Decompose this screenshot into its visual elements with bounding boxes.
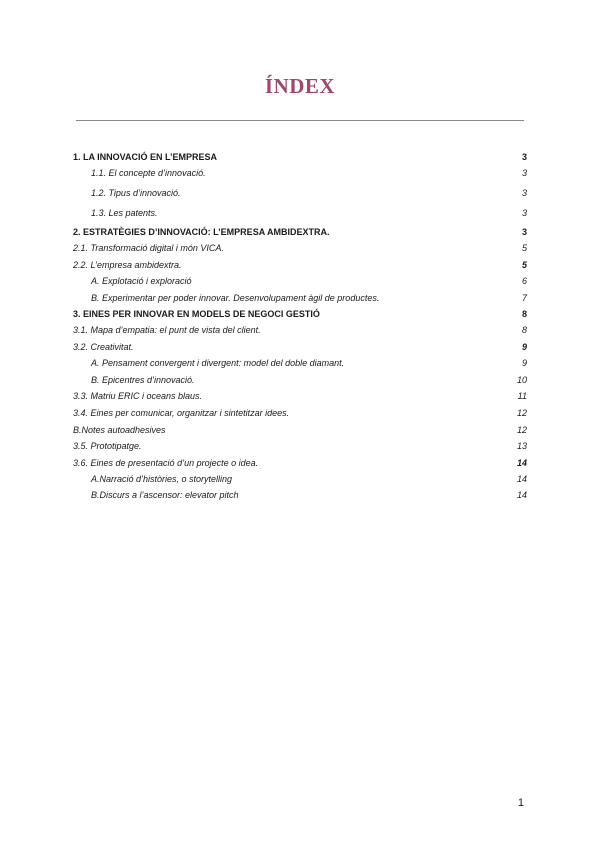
toc-entry-page: 8 [521, 309, 527, 319]
toc-entry-page: 12 [516, 408, 527, 418]
toc-entry-page: 12 [516, 425, 527, 435]
toc-entry[interactable] [0, 356, 600, 370]
toc-entry[interactable] [0, 258, 600, 272]
toc-entry-title: 3.3. Matriu ERIC i oceans blaus. [73, 391, 203, 401]
toc-entry-title: 1.1. El concepte d’innovació. [91, 168, 206, 178]
toc-entry[interactable] [0, 206, 600, 220]
toc-entry[interactable] [0, 166, 600, 180]
toc-entry-title: 3.1. Mapa d’empatia: el punt de vista del client. [73, 325, 261, 335]
toc-entry[interactable] [0, 307, 600, 321]
page-number: 1 [517, 797, 524, 809]
toc-entry-page: 6 [521, 276, 527, 286]
toc-entry-title: 3.2. Creativitat. [73, 342, 134, 352]
title-divider [76, 120, 524, 121]
toc-entry[interactable] [0, 323, 600, 337]
toc-entry-title: 3.6. Eines de presentació d’un projecte o idea. [73, 458, 259, 468]
toc-entry-page: 8 [521, 325, 527, 335]
toc-entry[interactable] [0, 439, 600, 453]
toc-entry-page: 7 [521, 293, 527, 303]
toc-entry-title: B. Experimentar per poder innovar. Desenvolupament àgil de productes. [91, 293, 380, 303]
toc-entry-title: A. Pensament convergent i divergent: model del doble diamant. [91, 358, 345, 368]
toc-entry-title: 2. ESTRATÈGIES D’INNOVACIÓ: L’EMPRESA AMBIDEXTRA. [73, 227, 330, 237]
toc-entry[interactable] [0, 472, 600, 486]
toc-entry-title: 1. LA INNOVACIÓ EN L’EMPRESA [73, 152, 218, 162]
toc-entry-title: 2.1. Transformació digital i món VICA. [73, 243, 224, 253]
toc-entry[interactable] [0, 406, 600, 420]
toc-entry-page: 3 [521, 168, 527, 178]
toc-entry-title: A.Narració d’històries, o storytelling [91, 474, 233, 484]
toc-entry[interactable] [0, 186, 600, 200]
toc-entry-page: 3 [521, 227, 527, 237]
toc-entry-title: 1.3. Les patents. [91, 208, 158, 218]
toc-entry-page: 9 [521, 342, 527, 352]
toc-entry-title: B.Discurs a l’ascensor: elevator pitch [91, 490, 239, 500]
toc-entry-page: 14 [516, 458, 527, 468]
toc-entry-page: 14 [516, 490, 527, 500]
toc-entry-page: 5 [521, 260, 527, 270]
toc-entry-page: 3 [521, 152, 527, 162]
toc-entry[interactable] [0, 389, 600, 403]
toc-entry-title: 1.2. Tipus d’innovació. [91, 188, 181, 198]
toc-entry-page: 11 [517, 391, 527, 401]
toc-entry[interactable] [0, 291, 600, 305]
toc-entry[interactable] [0, 274, 600, 288]
toc-entry-page: 9 [521, 358, 527, 368]
toc-entry[interactable] [0, 488, 600, 502]
toc-entry[interactable] [0, 340, 600, 354]
page-title: ÍNDEX [264, 74, 336, 98]
toc-entry[interactable] [0, 241, 600, 255]
toc-entry[interactable] [0, 423, 600, 437]
toc-entry-page: 3 [521, 208, 527, 218]
toc-entry-page: 13 [516, 441, 527, 451]
toc-entry-page: 14 [516, 474, 527, 484]
toc-entry-page: 5 [521, 243, 527, 253]
toc-entry[interactable] [0, 456, 600, 470]
toc-entry-page: 10 [516, 375, 527, 385]
toc-entry[interactable] [0, 225, 600, 239]
toc-entry-title: B.Notes autoadhesives [73, 425, 166, 435]
toc-entry-title: 3. EINES PER INNOVAR EN MODELS DE NEGOCI GESTIÓ [73, 309, 320, 319]
toc-entry-title: 3.5. Prototipatge. [73, 441, 142, 451]
toc-entry-title: 2.2. L’empresa ambidextra. [73, 260, 182, 270]
toc-entry-title: A. Explotació i exploració [91, 276, 192, 286]
toc-entry-page: 3 [521, 188, 527, 198]
toc-entry-title: B. Epicentres d’innovació. [91, 375, 195, 385]
toc-entry-title: 3.4. Eines per comunicar, organitzar i sintetitzar idees. [73, 408, 290, 418]
toc-entry[interactable] [0, 373, 600, 387]
toc-entry[interactable] [0, 150, 600, 164]
